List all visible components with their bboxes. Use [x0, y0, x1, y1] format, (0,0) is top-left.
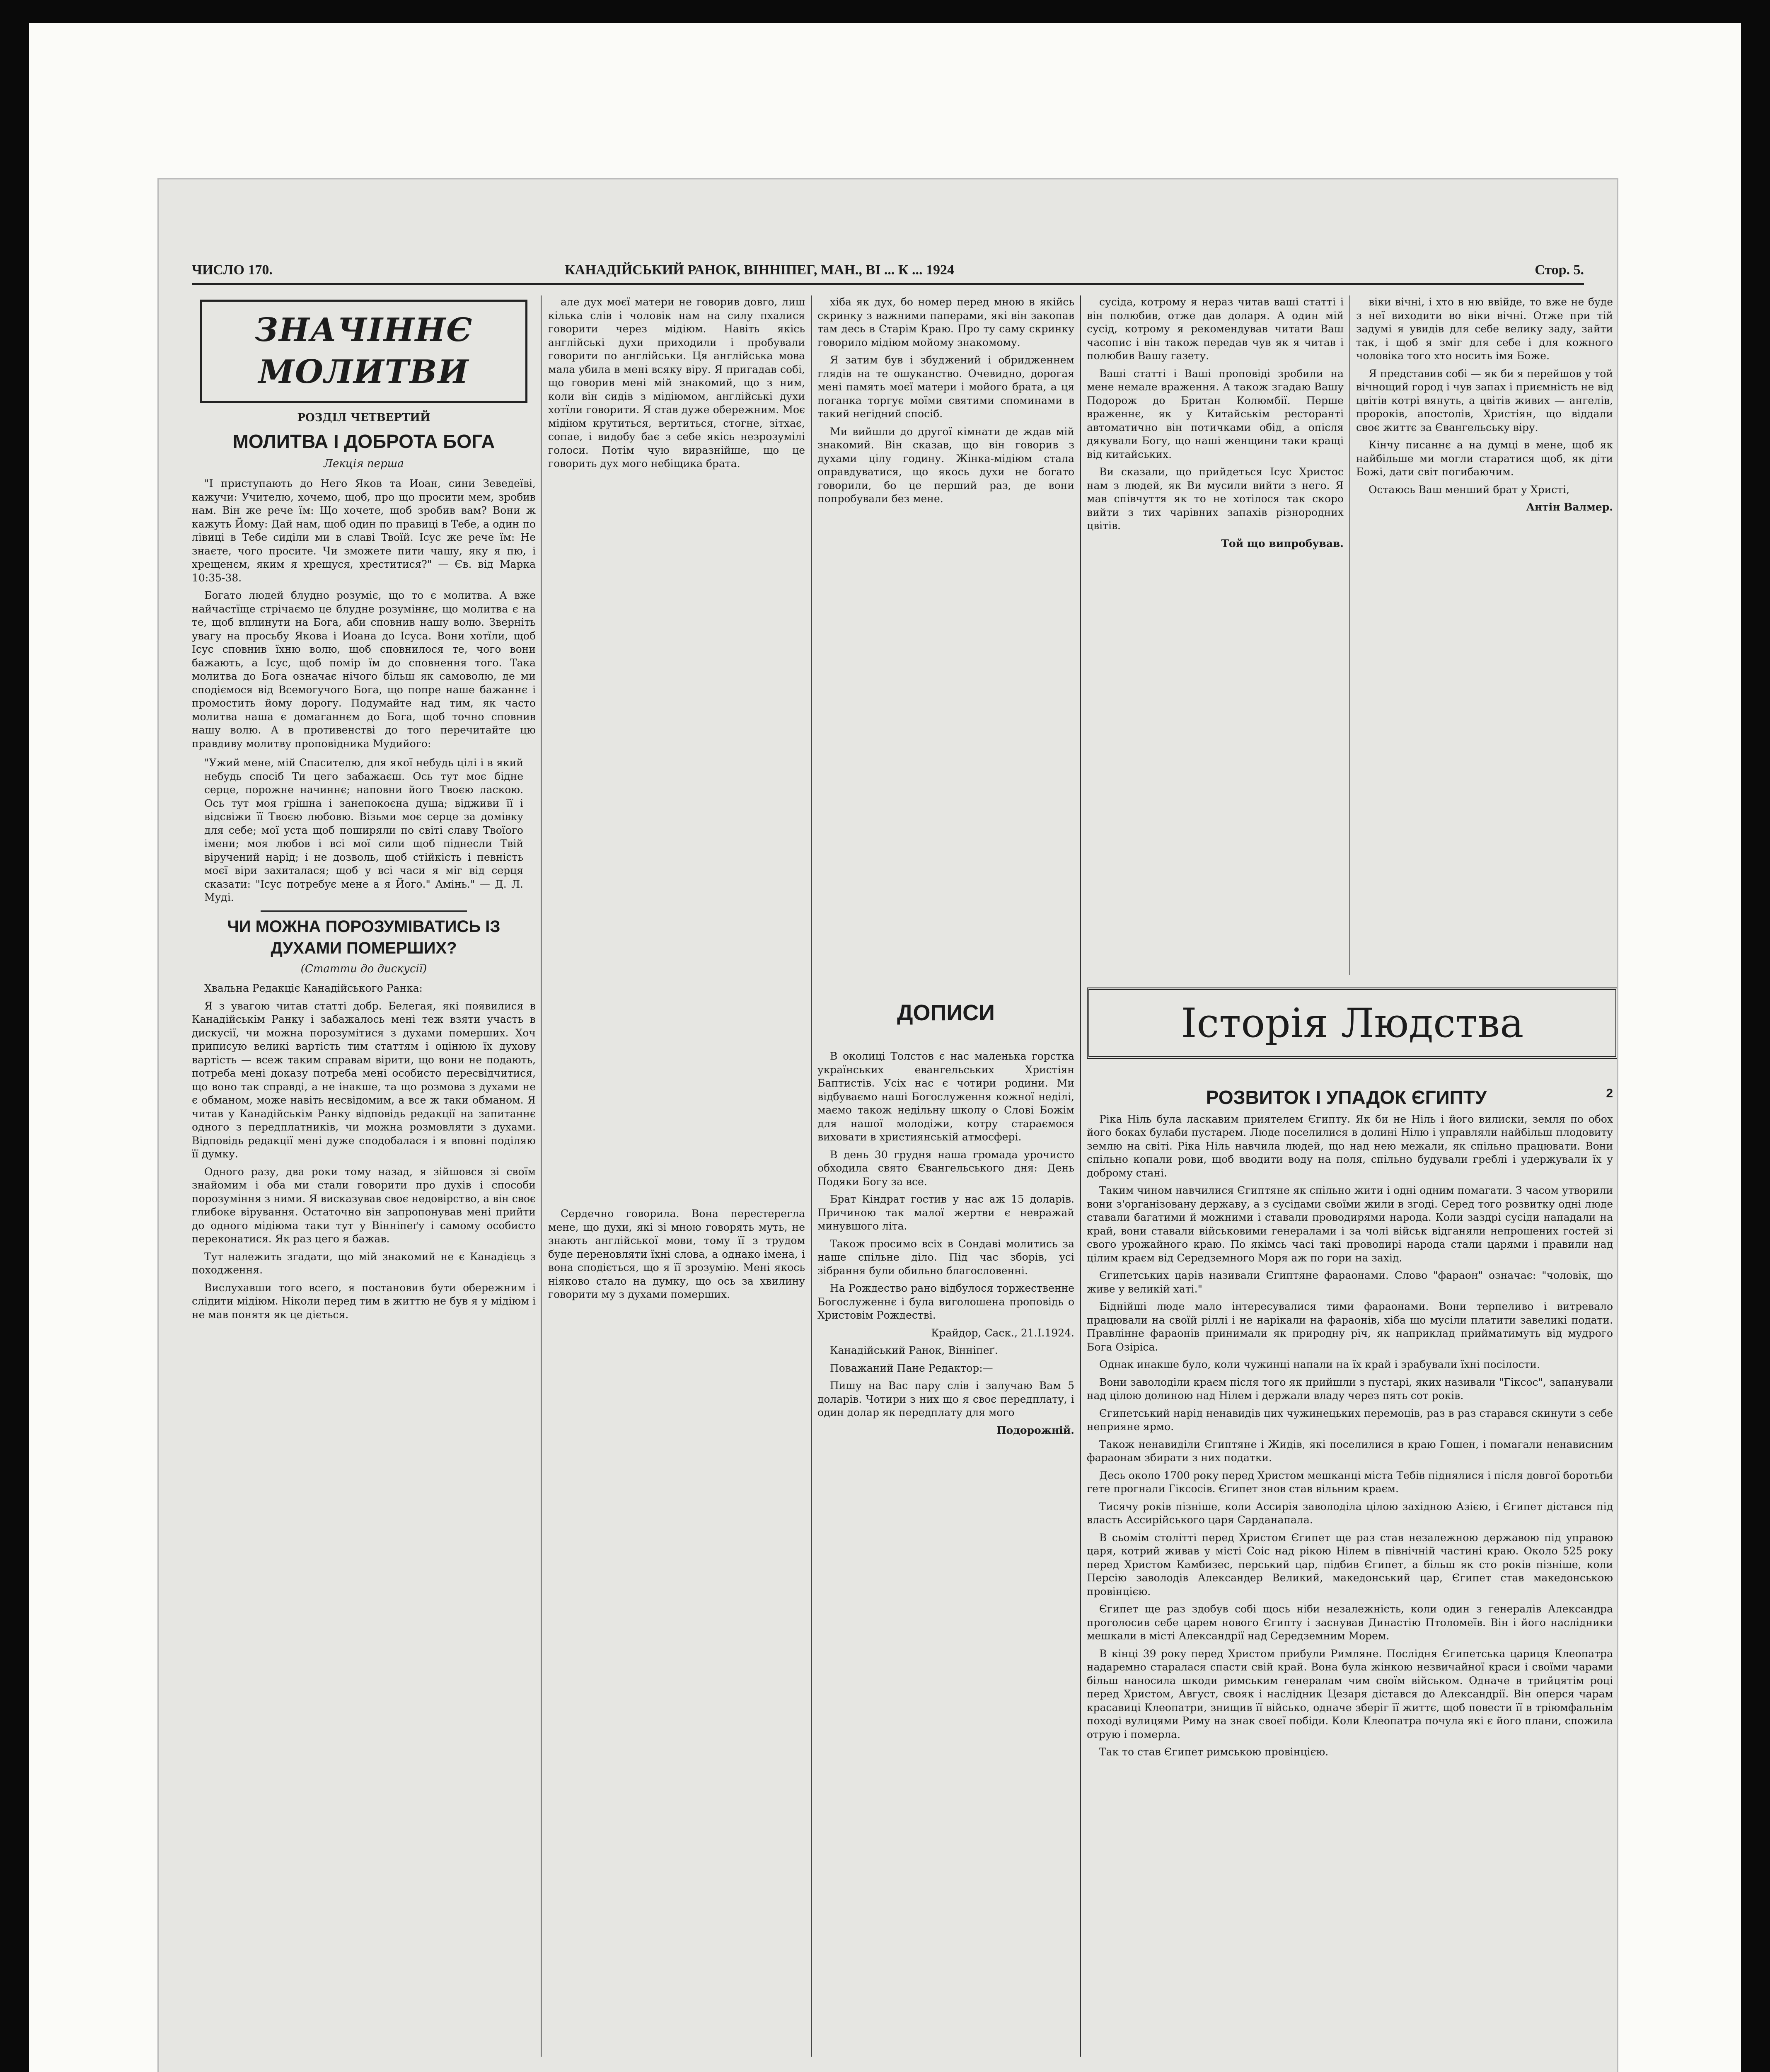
page-number: Стор. 5. [1535, 262, 1584, 278]
signature: Антін Валмер. [1526, 501, 1613, 513]
issue-number: ЧИСЛО 170. [192, 262, 273, 278]
paragraph: Я затим був і збуджений і обридженнем глядів на те ошуканство. Очевидно, дорогая мені память моєї матери і мойого брата, а ця поганка торгує моїми святими споминами в такий негідний спосіб. [817, 354, 1074, 420]
paragraph: "І приступають до Него Яков та Иоан, сини Зеведеїві, кажучи: Учителю, хочемо, щоб, про що просити мем, зробив нам. Він же рече їм: Що хочете, щоб зробив вам? Вони ж кажуть Йому: Дай нам, щоб один по правиці в Тебе, а один по лівиці в Тебе сиділи ми в славі Твоїй. Ісус же рече їм: Не знаєте, чого просите. Чи зможете пити чашу, яку я пю, і хрещенєм, яким я хрещуся, хреститися?" — Єв. від Марка 10:35-38. [192, 477, 536, 584]
paragraph: Я представив собі — як би я перейшов у той вічнощий город і чув запах і приємність не від цвітів котрі вянуть, а цвітів живих — ангелів, пророків, апостолів, Христіян, що віддали своє життє за Євангельську віру. [1356, 367, 1613, 433]
paragraph: Біднійші люде мало інтересувалися тими фараонами. Вони терпеливо і витревало працювали на своїй ріллі і не нарікали на фараонів, хіба що мусіли платити завеликі подати. Правлінне фараонів принимали як природну річ, як наприклад прийматимуть від мудрого Бога Озіріса. [1087, 1300, 1613, 1353]
paragraph: Вони заволоділи краєм після того як прийшли з пустарі, яких називали "Гіксос", запанували над цілою долиною над Нілем і держали владу через пять сот років. [1087, 1376, 1613, 1402]
paragraph: Єгипетських царів називали Єгиптяне фараонами. Слово "фараон" означає: "чоловік, що живе у великій хаті." [1087, 1269, 1613, 1295]
paragraph: Також ненавиділи Єгиптяне і Жидів, які поселилися в краю Гошен, і помагали ненависним фараонам збирати з них податки. [1087, 1438, 1613, 1464]
article-continued [548, 295, 805, 1050]
paragraph: Пишу на Вас пару слів і залучаю Вам 5 доларів. Чотири з них що я своє передплату, і один долар як передплату для мого [817, 1380, 1074, 1418]
heading-text: РОЗВИТОК І УПАДОК ЄГИПТУ [1206, 1087, 1487, 1108]
column-rule [541, 295, 542, 2057]
section-title-dopysy: ДОПИСИ [897, 1000, 995, 1025]
paragraph: Брат Кіндрат гостив у нас аж 15 доларів. Причиною так малої жертви є невражай минувшого літа. [817, 1193, 1074, 1232]
lesson-label: Лекція перша [324, 457, 404, 470]
paragraph: Також просимо всіх в Сондаві молитись за наше спільне діло. Під час зборів, усі зібрання були обильно благословенні. [817, 1237, 1074, 1277]
article-history [1087, 1083, 1613, 2057]
letter-continued [1356, 295, 1613, 1050]
column-rule [811, 295, 812, 2057]
paragraph: сусіда, котрому я нераз читав ваші статті і він полюбив, отже дав доларя. А один мій сусід, котрому я рекомендував читати Ваш часопис і він також передав чув як я читав і полюбив Вашу газету. [1087, 296, 1344, 362]
article-title-box [200, 300, 527, 403]
article-continued [548, 1207, 805, 2057]
paragraph: Ви сказали, що прийдеться Ісус Христос нам з людей, як Ви мусили вийти з него. Я мав співчуття як то не хотілося так скоро вийти з тих чарівних запахів різнородних цвітів. [1087, 466, 1344, 532]
paragraph: Ваші статті і Ваші проповіді зробили на мене немале враження. А також згадаю Вашу Подорож до Британ Колюмбії. Перше враженнє, як у Китайськім ресторанті автоматично він потичками обід, а опісля дякували Богу, що наші женщини таки кращі від китайських. [1087, 367, 1344, 460]
paragraph: В сьомім столітті перед Христом Єгипет ще раз став незалежною державою під управою царя, котрий живав у місті Соіс над рікою Нілем в північній частині краю. Около 525 року перед Христом Камбизес, перський цар, підбив Єгипет, а більш як сто років пізніше, коли Персію заволодів Александер Великий, македонський цар, Єгипет став македонською провінцією. [1087, 1531, 1613, 1598]
letter-place: Крайдор, Саск., 21.I.1924. [931, 1326, 1074, 1339]
history-heading [1087, 1085, 1613, 1110]
article-prayer [192, 295, 536, 2057]
paragraph: Єгипетський нарід ненавидів цих чужинецьких перемоців, раз в раз старався скинути з себе неприяне ярмо. [1087, 1407, 1613, 1433]
masthead: КАНАДІЙСЬКИЙ РАНОК, ВІННІПЕГ, МАН., ВІ ... К ... 1924 [565, 262, 954, 278]
paragraph: Вислухавши того всего, я постановив бути обережним і слідити мідіюм. Ніколи перед тим в життю не був я у мідіюм і не мав понятя як це діється. [192, 1281, 536, 1321]
paragraph: Ми вийшли до другої кімнати де ждав мій знакомий. Він сказав, що він говорив з духами цілу годину. Жінка-мідіюм стала оправдуватися, що якось духи не богато говорили, бо це перший раз, де вони попробували без мене. [817, 425, 1074, 505]
paragraph: Я з увагою читав статті добр. Белегая, які появилися в Канадійськім Ранку і забажалось мені теж взяти участь в дискусії, чи можна порозумітися з духами померших. Хоч приписую великі вартість тим статтям і оцінюю їх духову вартість — всеж таким справам вірити, що вони не подають, потреба мені доказу потреба мені особисто пересвідчитися, що воно так справді, а не інакше, та що розмова з духами не є обманом, може навіть несвідомим, а все ж таки обманом. Я читав у Канадійськім Ранку відповідь редакції на запитаннє одного з передплатників, чи можна розмовляти з духами. Відповідь редакції мені дуже сподобалася і я вповні поділяю її думку. [192, 1000, 536, 1160]
history-title: Історія Людства [1181, 1000, 1524, 1046]
paragraph: На Рождество рано відбулося торжественне Богослуженнє і була виголошена проповідь о Христовім Рождестві. [817, 1282, 1074, 1321]
column-rule [1349, 295, 1350, 975]
article-title: ЧИ МОЖНА ПОРОЗУМІВАТИСЬ ІЗ ДУХАМИ ПОМЕРШИХ? [227, 917, 501, 957]
paragraph: Тут належить згадати, що мій знакомий не є Канадієць з походження. [192, 1250, 536, 1276]
paragraph: хіба як дух, бо номер перед мною в якійсь скринку з важними паперами, які він закопав там десь в Старім Краю. Про ту саму скринку говорило мідіюм мойому знакомому. [817, 296, 1074, 349]
paragraph: Таким чином навчилися Єгиптяне як спільно жити і одні одним помагати. З часом утворили вони з'організовану державу, а з сусідами своїми жили в згоді. Серед того розвитку одні люде ставали багатими й можними і ставали проводирями народа. Коли заздрі сусіди нападали на край, вони ставали військовими генералами і за чолі військ відганяли непрошених гостей зі свого урожайного краю. По якімсь часі такі проводирі народа стали царями і правили над цілим краєм від Середземного Моря аж по гори на захід. [1087, 1184, 1613, 1264]
paragraph: Ріка Ніль була ласкавим приятелем Єгипту. Як би не Ніль і його вилиски, земля по обох його боках булаби пустарем. Люде поселилися в долині Нілю і управляли найбільш плодовиту землю на світі. Ріка Ніль навчила людей, що над нею межали, як спільно працювати. Вони спільно копали рови, щоб вводити воду на поля, спільно будували греблі і удержували їх у доброму стані. [1087, 1113, 1613, 1179]
paragraph: Так то став Єгипет римською провінцією. [1099, 1746, 1329, 1758]
paragraph: Богато людей блудно розуміє, що то є молитва. А вже найчастїще стрічаємо це блудне розуміннє, що молитва є на те, щоб вплинути на Бога, аби сповнив нашу волю. Зверніть увагу на просьбу Якова і Иоана до Ісуса. Вони хотїли, щоб Ісус сповнив їхню волю, щоб сповнилося те, чого вони бажають, а Ісус, щоб помір їм до сповнення того. Така молитва до Бога означає нічого більш як самоволю, де ми сподіємося від Всемогучого Бога, що попре наше бажаннє і промостить йому дорогу. Подумайте над тим, як часто молитва наша є домаганнєм до Бога, щоб точно сповнив нашу волю. А в противенстві до того перечитайте цю правдиву молитву проповідника Мудийого: [192, 589, 536, 750]
column-rule [1080, 295, 1081, 2057]
signature: Подорожній. [996, 1424, 1074, 1436]
paragraph: Тисячу років пізніше, коли Ассирія заволоділа цілою західною Азією, і Єгипет дістався під власть Ассирійського царя Сарданапала. [1087, 1500, 1613, 1526]
letter-continued [1087, 295, 1344, 1050]
history-title-box [1087, 988, 1618, 1059]
paragraph: Сердечно говорила. Вона перестерегла мене, що духи, які зі мною говорять муть, не знають англійської мови, тому її з трудом буде переновляти їхні слова, а однако імена, і вона сподіється, що я її зрозумію. Мені якось ніяково стало на думку, що ось за хвилину говорити му з духами померших. [548, 1208, 805, 1300]
paragraph: Однак инакше було, коли чужинці напали на їх край і зрабували їхні посілости. [1099, 1358, 1540, 1371]
greeting: Хвальна Редакціє Канадійського Ранка: [204, 982, 423, 995]
divider [261, 910, 467, 912]
paragraph: але дух моєї матери не говорив довго, лиш кілька слів і чоловік нам на силу пхалися говорити через мідіюм. Навіть якісь англійські духи приходили і пробували говорити по англійськи. Ця англійська мова мала убила в мені всяку віру. Я пригадав собі, що говорив мені мій знакомий, що з ним, коли він сидів з мідіюмом, англійські духи хотїли говорити. Я став дуже обережним. Моє мідіюм крутиться, вертиться, стогне, зітхає, сопае, і видобу бає з себе якісь незрозумілі голоси. Потім чую виразнійше, що це говорить дух мого небіщика брата. [548, 296, 805, 470]
article-continued [817, 295, 1074, 1050]
part-number: 2 [1606, 1087, 1613, 1100]
closing: Остаюсь Ваш менший брат у Христі, [1369, 483, 1570, 496]
paragraph: віки вічні, і хто в ню ввійде, то вже не буде з неї виходити во віки вічні. Отже при тій задумі я увидів для себе велику заду, зайти так, і щоб я зміг для себе і для кожного чоловіка того хто носить імя Боже. [1356, 296, 1613, 362]
letter-salutation: Поважаний Пане Редактор:— [830, 1362, 993, 1374]
paragraph: Одного разу, два роки тому назад, я зійшовся зі своїм знайомим і оба ми стали говорити про духів і способи порозуміння з ними. Я висказував своє недовірство, а він своє глибоке вірування. Остаточно він запропонував мені прийти до одного мідіюма таки тут у Вінніпеґу і самому особисто переконатися. Як раз цего я бажав. [192, 1165, 536, 1245]
article-subtitle: (Статти до дискусії) [300, 962, 427, 975]
paragraph: Єгипет ще раз здобув собі щось ніби незалежність, коли один з генералів Александра проголосив себе царем нового Єгипту і заснував Династію Птоломеїв. Він і його наслідники мешкали в місті Александрії над Середземним Морем. [1087, 1603, 1613, 1642]
paragraph: Кінчу писаннє а на думці в мене, щоб як найбільше ми могли старатися щоб, як діти Божі, дати світ погибаючим. [1356, 439, 1613, 478]
newspaper-page [157, 178, 1618, 2072]
paragraph: В околиці Толстов є нас маленька горстка українських евангельських Христіян Баптистів. Усіх нас є чотири родини. Ми відбуваємо наші Богослуження кожної неділі, маємо також недільну школу о Слові Божім для нашої молодіжи, котру стараємося виховати в християнській атмосфері. [817, 1050, 1074, 1143]
paragraph: В кінці 39 року перед Христом прибули Римляне. Послідня Єгипетська цариця Клеопатра надаремно старалася спасти свій край. Вона була жінкою незвичайної краси і своїми чарами більш наносила шкоди римським генералам чим своїм військом. Одначе в трийцятім році перед Христом, Август, свояк і наслідник Цезаря дістався до Александрії. Він оперся чарам красавиці Клеопатри, знищив її військо, одначе зберіг її життє, щоб повести її в тріюмфальнім поході вулицями Риму на знак своєї побіди. Коли Клеопатра почула які є його плани, спожила отрую і померла. [1087, 1647, 1613, 1740]
section-label: РОЗДІЛ ЧЕТВЕРТИЙ [297, 411, 430, 424]
prayer-quote: "Ужий мене, мій Спасителю, для якої небудь цілі і в який небудь спосіб Ти цего забажаєш. Ось тут моє бідне серце, порожне начиннє; наповни його Твоєю ласкою. Ось тут моя грішна і занепокоєна душа; відживи її і відсвіжи її Твоєю любовю. Візьми моє серце за домівку для себе; мої уста щоб поширяли по світі славу Твоїого імени; моя любов і всі мої сили щоб піднесли Твій віручений нарід; і не дозволь, щоб стійкість і певність моєї віри захиталася; щоб у всі часи я міг від серця сказати: "Ісус потребує мене а я Його." Амінь." — Д. Л. Муді. [204, 757, 523, 904]
article-title: ЗНАЧІННЄ МОЛИТВИ [254, 311, 473, 391]
paragraph: В день 30 грудня наша громада урочисто обходила свято Євангельського дня: День Подяки Богу за все. [817, 1148, 1074, 1188]
article-heading: МОЛИТВА І ДОБРОТА БОГА [232, 430, 495, 452]
signature: Той що випробував. [1221, 537, 1344, 549]
paragraph: Десь около 1700 року перед Христом мешканці міста Тебів піднялися і після довгої боротьби гете прогнали Гіксосів. Єгипет знов став вільним краєм. [1087, 1469, 1613, 1495]
page-header [192, 262, 1584, 285]
letter-address: Канадійський Ранок, Вінніпеґ. [830, 1344, 998, 1356]
article-dopysy [817, 1050, 1074, 2048]
